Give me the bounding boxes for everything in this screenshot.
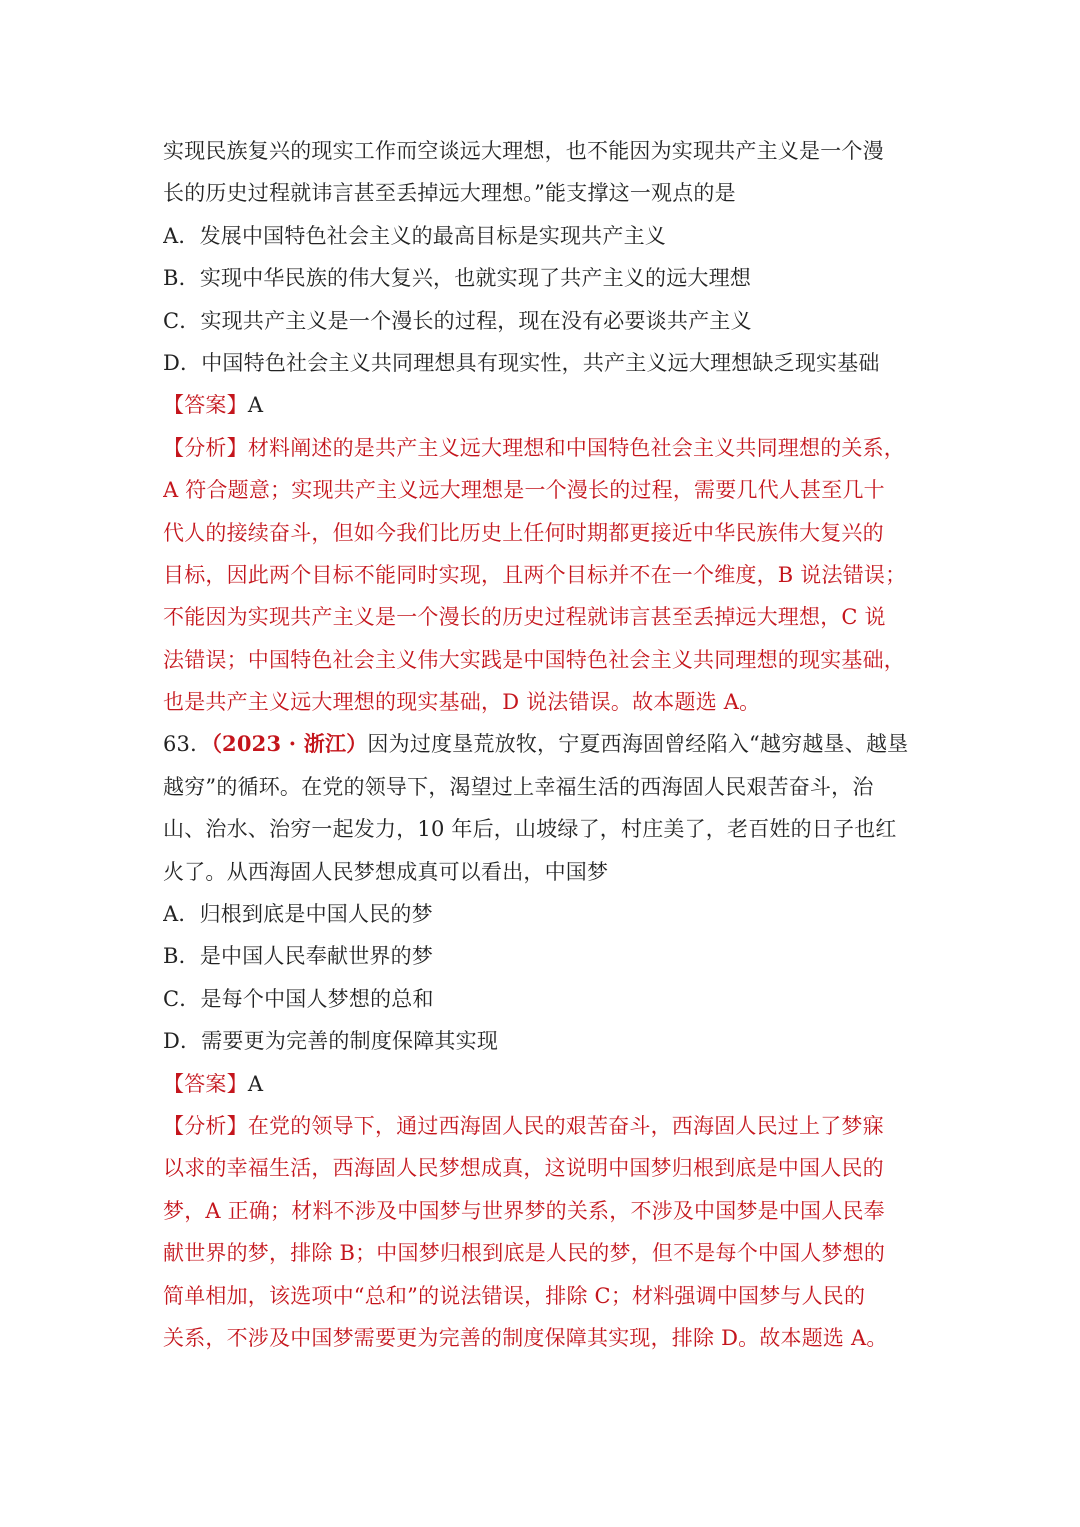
option-b: B．实现中华民族的伟大复兴，也就实现了共产主义的远大理想 <box>163 266 752 291</box>
analysis-line: 代人的接续奋斗，但如今我们比历史上任何时期都更接近中华民族伟大复兴的 <box>163 520 884 545</box>
question-source: （2023 · 浙江） <box>211 731 368 757</box>
analysis-label: 【分析】 <box>163 435 248 460</box>
analysis-text: 材料阐述的是共产主义远大理想和中国特色社会主义共同理想的关系， <box>247 435 906 460</box>
analysis-line: 简单相加，该选项中“总和”的说法错误，排除 C；材料强调中国梦与人民的 <box>163 1283 866 1308</box>
question-stem-text: 因为过度垦荒放牧，宁夏西海固曾经陷入“越穷越垦、越垦 <box>367 732 909 757</box>
answer-value: A <box>247 393 264 418</box>
question-stem-line: 长的历史过程就讳言甚至丢掉远大理想。”能支撑这一观点的是 <box>163 181 736 206</box>
question-stem-line <box>163 723 923 765</box>
analysis-line: 献世界的梦，排除 B；中国梦归根到底是人民的梦，但不是每个中国人梦想的 <box>163 1241 886 1266</box>
analysis-text: 在党的领导下，通过西海固人民的艰苦奋斗，西海固人民过上了梦寐 <box>247 1113 884 1138</box>
answer-line <box>163 1063 923 1105</box>
analysis-line: 目标，因此两个目标不能同时实现，且两个目标并不在一个维度，B 说法错误； <box>163 562 907 587</box>
option-d: D．中国特色社会主义共同理想具有现实性，共产主义远大理想缺乏现实基础 <box>163 350 880 375</box>
option-b: B．是中国人民奉献世界的梦 <box>163 944 434 969</box>
analysis-line <box>163 427 923 469</box>
option-d: D．需要更为完善的制度保障其实现 <box>163 1029 499 1054</box>
option-c: C．是每个中国人梦想的总和 <box>163 986 434 1011</box>
question-62 <box>163 130 923 723</box>
analysis-line: 梦，A 正确；材料不涉及中国梦与世界梦的关系，不涉及中国梦是中国人民奉 <box>163 1198 885 1223</box>
analysis-line: A 符合题意；实现共产主义远大理想是一个漫长的过程，需要几代人甚至几十 <box>163 478 885 503</box>
analysis-line: 也是共产主义远大理想的现实基础，D 说法错误。故本题选 A。 <box>163 690 761 715</box>
analysis-line: 不能因为实现共产主义是一个漫长的历史过程就讳言甚至丢掉远大理想，C 说 <box>163 605 886 630</box>
question-stem-line: 越穷”的循环。在党的领导下，渴望过上幸福生活的西海固人民艰苦奋斗，治 <box>163 774 874 799</box>
analysis-line: 法错误；中国特色社会主义伟大实践是中国特色社会主义共同理想的现实基础， <box>163 647 905 672</box>
option-a: A．归根到底是中国人民的梦 <box>163 902 433 927</box>
document-page <box>163 130 923 1359</box>
question-stem-line: 实现民族复兴的现实工作而空谈远大理想，也不能因为实现共产主义是一个漫 <box>163 139 884 163</box>
analysis-line: 以求的幸福生活，西海固人民梦想成真，这说明中国梦归根到底是中国人民的 <box>163 1156 884 1181</box>
option-c: C．实现共产主义是一个漫长的过程，现在没有必要谈共产主义 <box>163 308 752 333</box>
analysis-line: 关系，不涉及中国梦需要更为完善的制度保障其实现，排除 D。故本题选 A。 <box>163 1325 888 1350</box>
option-a: A．发展中国特色社会主义的最高目标是实现共产主义 <box>163 223 666 248</box>
answer-value: A <box>247 1071 264 1096</box>
answer-label: 【答案】 <box>163 393 248 418</box>
analysis-line <box>163 1105 923 1147</box>
question-stem-line: 火了。从西海固人民梦想成真可以看出，中国梦 <box>163 859 609 884</box>
question-63 <box>163 723 923 1359</box>
answer-label: 【答案】 <box>163 1071 248 1096</box>
question-number: 63． <box>163 732 212 757</box>
analysis-label: 【分析】 <box>163 1113 248 1138</box>
question-stem-line: 山、治水、治穷一起发力，10 年后，山坡绿了，村庄美了，老百姓的日子也红 <box>163 817 897 842</box>
answer-line <box>163 384 923 426</box>
